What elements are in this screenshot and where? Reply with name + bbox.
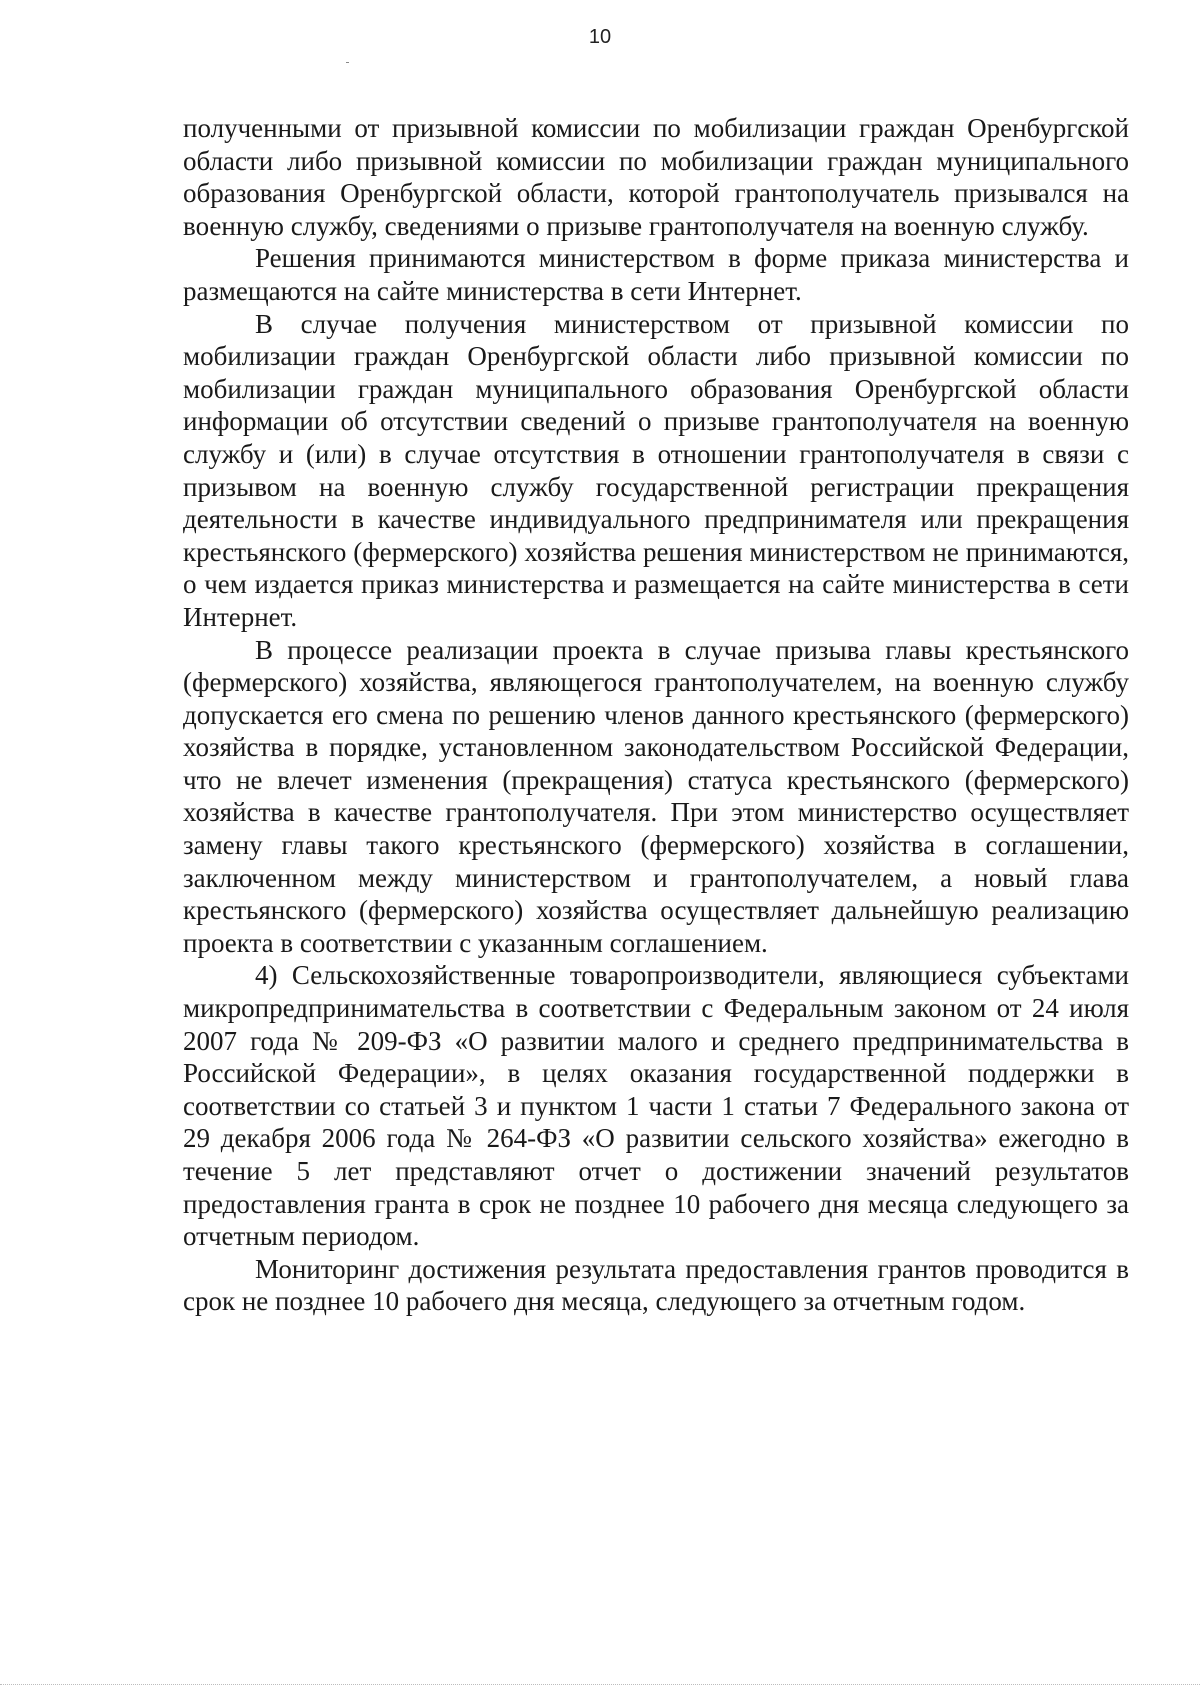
scan-artifact <box>346 62 349 63</box>
document-body <box>183 112 1129 1318</box>
page-number: 10 <box>588 26 612 48</box>
paragraph-decisions: Решения принимаются министерством в форме приказа министерства и размещаются на сайте министерства в сети Интернет. <box>183 243 1129 306</box>
scan-bottom-edge <box>0 1684 1200 1685</box>
paragraph-head-replacement: В процессе реализации проекта в случае призыва главы крестьянского (фермерского) хозяйства, являющегося грантополучателем, на военную службу допускается его смена по решению членов данного крестьянского (фермерского) хозяйства в порядке, установленном законодательством Российской Федерации, что не влечет изменения (прекращения) статуса крестьянского (фермерского) хозяйства в качестве грантополучателя. При этом министерство осуществляет замену главы такого крестьянского (фермерского) хозяйства в соглашении, заключенном между министерством и грантополучателем, а новый глава крестьянского (фермерского) хозяйства осуществляет дальнейшую реализацию проекта в соответствии с указанным соглашением. <box>183 634 1129 958</box>
paragraph-item-4-reporting: 4) Сельскохозяйственные товаропроизводители, являющиеся субъектами микропредпринимательства в соответствии с Федеральным законом от 24 июля 2007 года № 209-ФЗ «О развитии малого и среднего предпринимательства в Российской Федерации», в целях оказания государственной поддержки в соответствии со статьей 3 и пунктом 1 части 1 статьи 7 Федерального закона от 29 декабря 2006 года № 264-ФЗ «О развитии сельского хозяйства» ежегодно в течение 5 лет представляют отчет о достижении значений результатов предоставления гранта в срок не позднее 10 рабочего дня месяца следующего за отчетным периодом. <box>183 960 1129 1252</box>
paragraph-monitoring: Мониторинг достижения результата предоставления грантов проводится в срок не позднее 10 рабочего дня месяца, следующего за отчетным годом. <box>183 1253 1129 1317</box>
paragraph-continuation: полученными от призывной комиссии по мобилизации граждан Оренбургской области либо призывной комиссии по мобилизации граждан муниципального образования Оренбургской области, которой грантополучатель призывался на военную службу, сведениями о призыве грантополучателя на военную службу. <box>183 113 1129 241</box>
paragraph-no-conscription-info: В случае получения министерством от призывной комиссии по мобилизации граждан Оренбургской области либо призывной комиссии по мобилизации граждан муниципального образования Оренбургской области информации об отсутствии сведений о призыве грантополучателя на военную службу и (или) в случае отсутствия в отношении грантополучателя в связи с призывом на военную службу государственной регистрации прекращения деятельности в качестве индивидуального предпринимателя или прекращения крестьянского (фермерского) хозяйства решения министерством не принимаются, о чем издается приказ министерства и размещается на сайте министерства в сети Интернет. <box>183 308 1129 632</box>
